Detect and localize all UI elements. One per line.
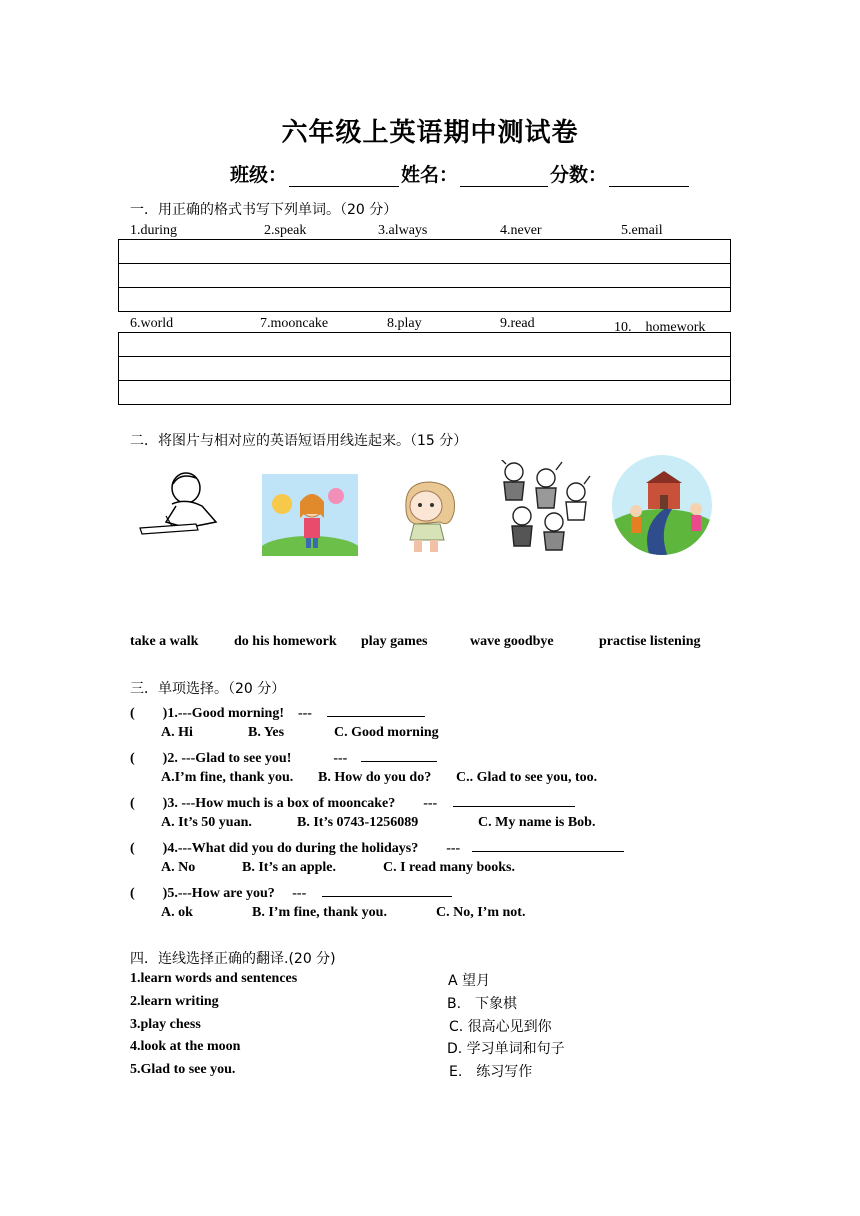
word-4: 4.never (500, 223, 542, 238)
answer-blank-5[interactable] (322, 882, 452, 897)
answer-blank-1[interactable] (327, 702, 425, 717)
kids-waving-icon[interactable] (496, 460, 592, 554)
q4-option-a[interactable]: A. No (161, 860, 196, 875)
q1-option-c[interactable]: C. Good morning (334, 725, 439, 740)
writing-line[interactable] (119, 288, 730, 311)
score-label: 分数： (550, 164, 608, 186)
q5-option-a[interactable]: A. ok (161, 905, 193, 920)
translation-c[interactable]: C. 很高心见到你 (449, 1019, 552, 1035)
writing-line[interactable] (119, 381, 730, 404)
name-label: 姓名： (401, 164, 459, 186)
word-3: 3.always (378, 223, 428, 238)
word-9: 9.read (500, 316, 535, 331)
question-2 (130, 747, 437, 767)
q3-option-c[interactable]: C. My name is Bob. (478, 815, 596, 830)
question-4-text: ( )4.---What did you do during the holidays? --- (130, 841, 461, 856)
q3-option-a[interactable]: A. It’s 50 yuan. (161, 815, 252, 830)
girl-walking-icon[interactable] (386, 478, 468, 556)
word-6: 6.world (130, 316, 174, 331)
answer-blank-3[interactable] (453, 792, 575, 807)
answer-blank-4[interactable] (472, 837, 624, 852)
phrase-left-1[interactable]: 1.learn words and sentences (130, 971, 298, 986)
girl-listening-icon[interactable] (262, 474, 358, 556)
score-blank[interactable] (609, 166, 689, 187)
q4-option-c[interactable]: C. I read many books. (383, 860, 515, 875)
word-10: 10. homework (614, 320, 706, 335)
writing-grid-2[interactable] (118, 332, 731, 405)
question-3-text: ( )3. ---How much is a box of mooncake? --- (130, 796, 438, 811)
section3-heading: 三．单项选择。（20 分） (130, 681, 286, 697)
phrase-left-3[interactable]: 3.play chess (130, 1017, 201, 1032)
section4-heading: 四．连线选择正确的翻译.(20 分) (130, 951, 336, 967)
q2-option-a[interactable]: A.I’m fine, thank you. (161, 770, 294, 785)
phrase-practise-listening[interactable]: practise listening (599, 634, 701, 649)
answer-blank-2[interactable] (361, 747, 437, 762)
phrase-play-games[interactable]: play games (361, 634, 428, 649)
question-3 (130, 792, 575, 812)
word-8: 8.play (387, 316, 422, 331)
phrase-left-2[interactable]: 2.learn writing (130, 994, 219, 1009)
writing-grid-1[interactable] (118, 239, 731, 312)
word-2: 2.speak (264, 223, 307, 238)
q3-option-b[interactable]: B. It’s 0743-1256089 (297, 815, 419, 830)
q1-option-b[interactable]: B. Yes (248, 725, 285, 740)
question-5-text: ( )5.---How are you? --- (130, 886, 307, 901)
kids-school-icon[interactable] (610, 453, 714, 557)
translation-b[interactable]: B. 下象棋 (447, 996, 518, 1012)
class-label: 班级： (230, 164, 288, 186)
q2-option-c[interactable]: C.. Glad to see you, too. (456, 770, 598, 785)
translation-e[interactable]: E. 练习写作 (449, 1064, 533, 1080)
phrase-left-5[interactable]: 5.Glad to see you. (130, 1062, 236, 1077)
class-blank[interactable] (289, 166, 399, 187)
question-1-text: ( )1.---Good morning! --- (130, 706, 312, 721)
q4-option-b[interactable]: B. It’s an apple. (242, 860, 337, 875)
writing-line[interactable] (119, 240, 730, 264)
page-title: 六年级上英语期中测试卷 (281, 118, 579, 148)
question-5 (130, 882, 452, 902)
phrase-do-his-homework[interactable]: do his homework (234, 634, 337, 649)
q1-option-a[interactable]: A. Hi (161, 725, 193, 740)
q5-option-b[interactable]: B. I’m fine, thank you. (252, 905, 387, 920)
student-info-line (230, 160, 691, 187)
name-blank[interactable] (460, 166, 548, 187)
section2-heading: 二．将图片与相对应的英语短语用线连起来。（15 分） (130, 433, 468, 449)
writing-line[interactable] (119, 264, 730, 288)
writing-line[interactable] (119, 357, 730, 381)
question-1 (130, 702, 425, 722)
question-2-text: ( )2. ---Glad to see you! --- (130, 751, 348, 766)
translation-a[interactable]: A 望月 (448, 973, 491, 989)
boy-writing-icon[interactable] (136, 470, 228, 538)
question-4 (130, 837, 624, 857)
translation-d[interactable]: D. 学习单词和句子 (447, 1041, 565, 1057)
q5-option-c[interactable]: C. No, I’m not. (436, 905, 526, 920)
phrase-take-a-walk[interactable]: take a walk (130, 634, 199, 649)
phrase-wave-goodbye[interactable]: wave goodbye (470, 634, 554, 649)
word-5: 5.email (621, 223, 663, 238)
q2-option-b[interactable]: B. How do you do? (318, 770, 432, 785)
phrase-left-4[interactable]: 4.look at the moon (130, 1039, 241, 1054)
word-1: 1.during (130, 223, 178, 238)
writing-line[interactable] (119, 333, 730, 357)
word-7: 7.mooncake (260, 316, 329, 331)
section1-heading: 一．用正确的格式书写下列单词。（20 分） (130, 202, 398, 218)
